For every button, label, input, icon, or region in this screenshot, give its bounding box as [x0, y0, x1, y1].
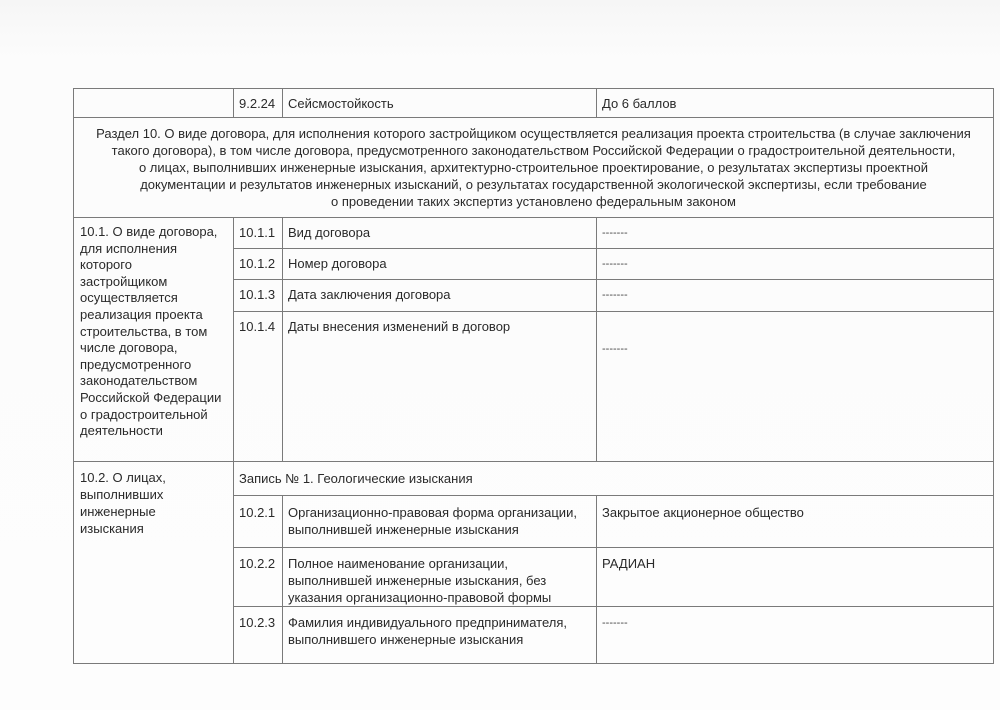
row-code: 10.2.1 — [239, 505, 276, 520]
row-name — [288, 555, 551, 606]
label-line: изыскания — [80, 521, 144, 536]
table-right-border — [993, 88, 994, 664]
col-divider — [282, 88, 283, 117]
row-divider — [73, 117, 994, 118]
name-line: выполнившей инженерные изыскания — [288, 522, 519, 537]
col-divider — [596, 217, 597, 461]
row-name: Дата заключения договора — [288, 287, 451, 302]
col-divider — [282, 495, 283, 663]
row-code: 10.2.2 — [239, 556, 276, 571]
label-line: инженерные — [80, 504, 156, 519]
row-divider — [233, 248, 994, 249]
row-value: Закрытое акционерное общество — [602, 505, 804, 520]
name-line: выполнившего инженерные изыскания — [288, 632, 524, 647]
heading-line: такого договора), в том числе договора, предусмотренного законодательством Российской Федерации о градостроительной деятельности, — [111, 143, 956, 158]
label-line: которого — [80, 257, 132, 273]
heading-line: о лицах, выполнивших инженерные изыскания, архитектурно-строительное проектирование, о результатах экспертизы проектной — [138, 160, 929, 175]
col-divider — [596, 88, 597, 117]
group-label-10-2 — [80, 469, 232, 537]
row-divider — [233, 495, 994, 496]
name-line: Организационно-правовая форма организации, — [288, 505, 577, 520]
row-code: 10.1.4 — [239, 319, 276, 334]
label-line: 10.1. О виде договора, — [80, 224, 218, 239]
row-value: РАДИАН — [602, 556, 656, 571]
row-value: ------- — [602, 227, 628, 239]
row-name: Сейсмостойкость — [288, 96, 394, 111]
label-line: Российской Федерации — [80, 389, 222, 405]
label-line: 10.2. О лицах, — [80, 470, 166, 485]
row-code: 10.1.1 — [239, 225, 276, 240]
label-line: реализация проекта — [80, 306, 203, 322]
row-code: 10.2.3 — [239, 615, 276, 630]
row-code: 10.1.2 — [239, 256, 276, 271]
row-divider — [233, 547, 994, 548]
label-line: о градостроительной — [80, 406, 208, 422]
col-divider — [233, 88, 234, 117]
label-line: для исполнения — [80, 240, 178, 256]
row-divider — [233, 279, 994, 280]
row-code: 10.1.3 — [239, 287, 276, 302]
group-label-10-1 — [80, 224, 232, 440]
label-line: числе договора, — [80, 340, 178, 356]
table-bottom-border — [73, 663, 994, 664]
name-line: выполнившей инженерные изыскания, без — [288, 573, 547, 588]
row-divider — [233, 606, 994, 607]
label-line: осуществляется — [80, 290, 178, 306]
heading-line: о проведении таких экспертиз установлено федеральным законом — [331, 194, 736, 209]
row-divider — [73, 461, 994, 462]
row-value: ------- — [602, 617, 628, 629]
col-divider — [233, 217, 234, 663]
row-name: Вид договора — [288, 225, 371, 240]
table-top-border — [73, 88, 994, 89]
row-value: ------- — [602, 289, 628, 301]
col-divider — [596, 495, 597, 663]
name-line: Полное наименование организации, — [288, 556, 509, 571]
row-divider — [233, 311, 994, 312]
row-value: До 6 баллов — [602, 96, 677, 111]
row-value: ------- — [602, 343, 628, 355]
row-divider — [73, 217, 994, 218]
label-line: строительства, в том — [80, 323, 208, 339]
col-divider — [282, 217, 283, 461]
row-name: Номер договора — [288, 256, 387, 271]
heading-line: Раздел 10. О виде договора, для исполнения которого застройщиком осуществляется реализация проекта строительства (в случае заключения — [96, 126, 971, 141]
label-line: застройщиком — [80, 273, 168, 289]
label-line: выполнивших — [80, 487, 164, 502]
row-name — [288, 504, 577, 538]
record-title: Запись № 1. Геологические изыскания — [239, 471, 473, 486]
name-line: Фамилия индивидуального предпринимателя, — [288, 615, 567, 630]
row-value: ------- — [602, 258, 628, 270]
row-name: Даты внесения изменений в договор — [288, 319, 511, 334]
label-line: законодательством — [80, 373, 198, 389]
row-code: 9.2.24 — [239, 96, 276, 111]
name-line: указания организационно-правовой формы — [288, 590, 552, 605]
label-line: предусмотренного — [80, 356, 192, 372]
row-name — [288, 614, 567, 648]
section-heading — [74, 125, 993, 210]
heading-line: документации и результатов инженерных изысканий, о результатах государственной экологической экспертизы, если требование — [140, 177, 927, 192]
label-line: деятельности — [80, 423, 163, 439]
